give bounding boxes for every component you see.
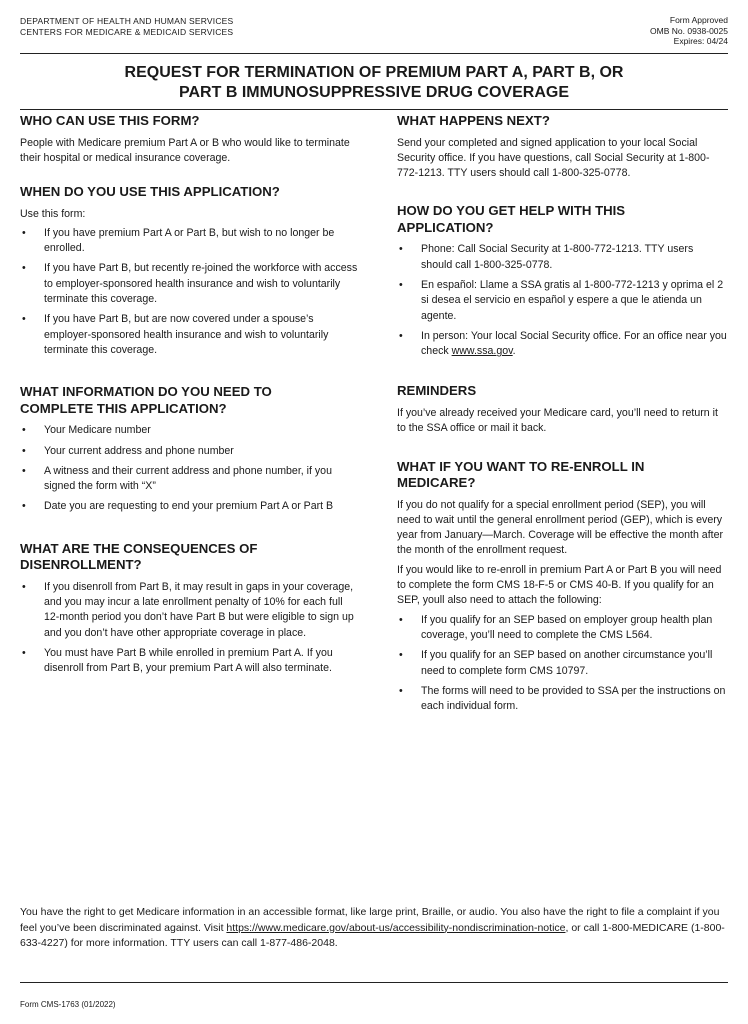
- reenroll-heading-line-1: WHAT IF YOU WANT TO RE-ENROLL IN: [397, 458, 645, 474]
- agency-line-1: DEPARTMENT OF HEALTH AND HUMAN SERVICES: [20, 16, 234, 26]
- page-title: [20, 63, 728, 103]
- info-heading: [20, 384, 360, 417]
- consequences-heading-line-2: DISENROLLMENT?: [20, 557, 142, 573]
- reminders-text: If you’ve already received your Medicare card, you’ll need to return it to the SSA office or mail it back.: [397, 406, 718, 435]
- section-next: [397, 113, 727, 181]
- help-heading-line-1: HOW DO YOU GET HELP WITH THIS: [397, 203, 626, 219]
- section-help: [397, 203, 727, 359]
- who-text: People with Medicare premium Part A or B who would like to terminate their hospital or medical insurance coverage.: [20, 136, 350, 164]
- list-item: • Phone: Call Social Security at 1-800-772-1213. TTY users should call 1-800-325-0778.: [397, 242, 727, 273]
- list-item: • If you have premium Part A or Part B, but wish to no longer be enrolled.: [20, 226, 360, 257]
- reenroll-paragraph-2: If you would like to re-enroll in premium Part A or Part B you will need to complete the form CMS 18-F-5 or CMS 40-B. If you qualify for an SEP, youll also need to attach the following:: [397, 563, 722, 607]
- info-heading-line-1: WHAT INFORMATION DO YOU NEED TO: [20, 384, 272, 400]
- agency-header: [20, 16, 233, 38]
- info-heading-line-2: COMPLETE THIS APPLICATION?: [20, 400, 227, 416]
- help-heading-line-2: APPLICATION?: [397, 219, 494, 235]
- accessibility-notice: [20, 905, 728, 952]
- who-heading: WHO CAN USE THIS FORM?: [20, 113, 200, 128]
- list-item: • En español: Llame a SSA gratis al 1-800-772-1213 y oprima el 2 si desea el servicio en español y espere a que le atienda un agente.: [397, 278, 727, 324]
- help-heading: [397, 203, 727, 236]
- help-in-person-text: In person: Your local Social Security office. For an office near you check: [421, 329, 727, 358]
- list-item: • A witness and their current address and phone number, if you signed the form with “X”: [20, 464, 360, 495]
- list-item: • Your Medicare number: [20, 423, 360, 438]
- list-item: • If you qualify for an SEP based on another circumstance you’ll need to complete form CMS 10797.: [397, 648, 727, 679]
- list-item: • You must have Part B while enrolled in premium Part A. If you disenroll from Part B, your premium Part A will also terminate.: [20, 646, 360, 677]
- top-divider: [20, 53, 728, 54]
- list-item: [397, 329, 727, 360]
- form-number: Form CMS-1763 (01/2022): [20, 1000, 116, 1009]
- agency-line-2: CENTERS FOR MEDICARE & MEDICAID SERVICES: [20, 27, 234, 37]
- section-reminders: [397, 383, 727, 436]
- next-heading: WHAT HAPPENS NEXT?: [397, 113, 550, 128]
- list-item: • Your current address and phone number: [20, 444, 360, 459]
- form-approved: Form Approved: [669, 15, 728, 25]
- right-column: [397, 113, 727, 732]
- title-line-2: PART B IMMUNOSUPPRESSIVE DRUG COVERAGE: [179, 84, 569, 101]
- notice-text-1: You have the right to get Medicare information in an accessible format, like large print, Braille, or audio. You also have the right to file a complaint if you feel you’ve been discriminated against. Visit: [20, 906, 720, 934]
- section-who: [20, 113, 360, 166]
- when-intro: Use this form:: [20, 207, 86, 220]
- reenroll-heading: [397, 459, 727, 492]
- nondiscrimination-link[interactable]: https://www.medicare.gov/about-us/accessibility-nondiscrimination-notice: [226, 921, 566, 934]
- section-reenroll: [397, 459, 727, 715]
- section-consequences: [20, 541, 360, 677]
- omb-number: OMB No. 0938-0025: [650, 25, 728, 36]
- expiration-date: Expires: 04/24: [673, 36, 728, 46]
- help-list: [397, 242, 727, 359]
- section-when: [20, 184, 360, 358]
- reenroll-paragraph-1: If you do not qualify for a special enrollment period (SEP), you will need to wait until the general enrollment period (GEP), which is every year from January—March. Coverage will be effective the month after the month of the enrollment request.: [397, 498, 724, 557]
- section-info: [20, 384, 360, 514]
- consequences-heading: [20, 541, 360, 574]
- list-item: • If you disenroll from Part B, it may result in gaps in your coverage, and you may incur a late enrollment penalty of 10% for each full 12-month period you don’t have Part B but were eligible to sign up and you don’t have other appropriate coverage in place.: [20, 580, 360, 641]
- list-item: • If you qualify for an SEP based on employer group health plan coverage, you’ll need to complete the CMS L564.: [397, 613, 727, 644]
- help-in-person-suffix: .: [512, 345, 516, 358]
- list-item: • If you have Part B, but are now covered under a spouse’s employer-sponsored health insurance and wish to voluntarily terminate this coverage.: [20, 312, 360, 358]
- bottom-divider: [20, 982, 728, 983]
- when-heading: WHEN DO YOU USE THIS APPLICATION?: [20, 184, 280, 200]
- info-list: [20, 423, 360, 514]
- title-line-1: REQUEST FOR TERMINATION OF PREMIUM PART A, PART B, OR: [124, 64, 624, 81]
- consequences-list: [20, 580, 360, 677]
- when-list: [20, 226, 360, 358]
- ssa-website-link[interactable]: www.ssa.gov: [451, 345, 513, 358]
- omb-block: [650, 15, 728, 47]
- title-divider: [20, 109, 728, 110]
- left-column: [20, 113, 360, 695]
- reenroll-list: [397, 613, 727, 715]
- reenroll-heading-line-2: MEDICARE?: [397, 475, 476, 491]
- list-item: • Date you are requesting to end your premium Part A or Part B: [20, 499, 360, 514]
- list-item: • If you have Part B, but recently re-joined the workforce with access to employer-sponsored health insurance and wish to voluntarily terminate this coverage.: [20, 261, 360, 307]
- consequences-heading-line-1: WHAT ARE THE CONSEQUENCES OF: [20, 540, 258, 556]
- notice-text-2: , or call 1-800-MEDICARE (1-800-633-4227) for more information. TTY users can call 1-877-486-2048.: [20, 921, 725, 949]
- next-text: Send your completed and signed application to your local Social Security office. If you have questions, call Social Security at 1-800-772-1213. TTY users should call 1-800-325-0778.: [397, 136, 710, 180]
- list-item: • The forms will need to be provided to SSA per the instructions on each individual form.: [397, 684, 727, 715]
- reminders-heading: REMINDERS: [397, 383, 477, 399]
